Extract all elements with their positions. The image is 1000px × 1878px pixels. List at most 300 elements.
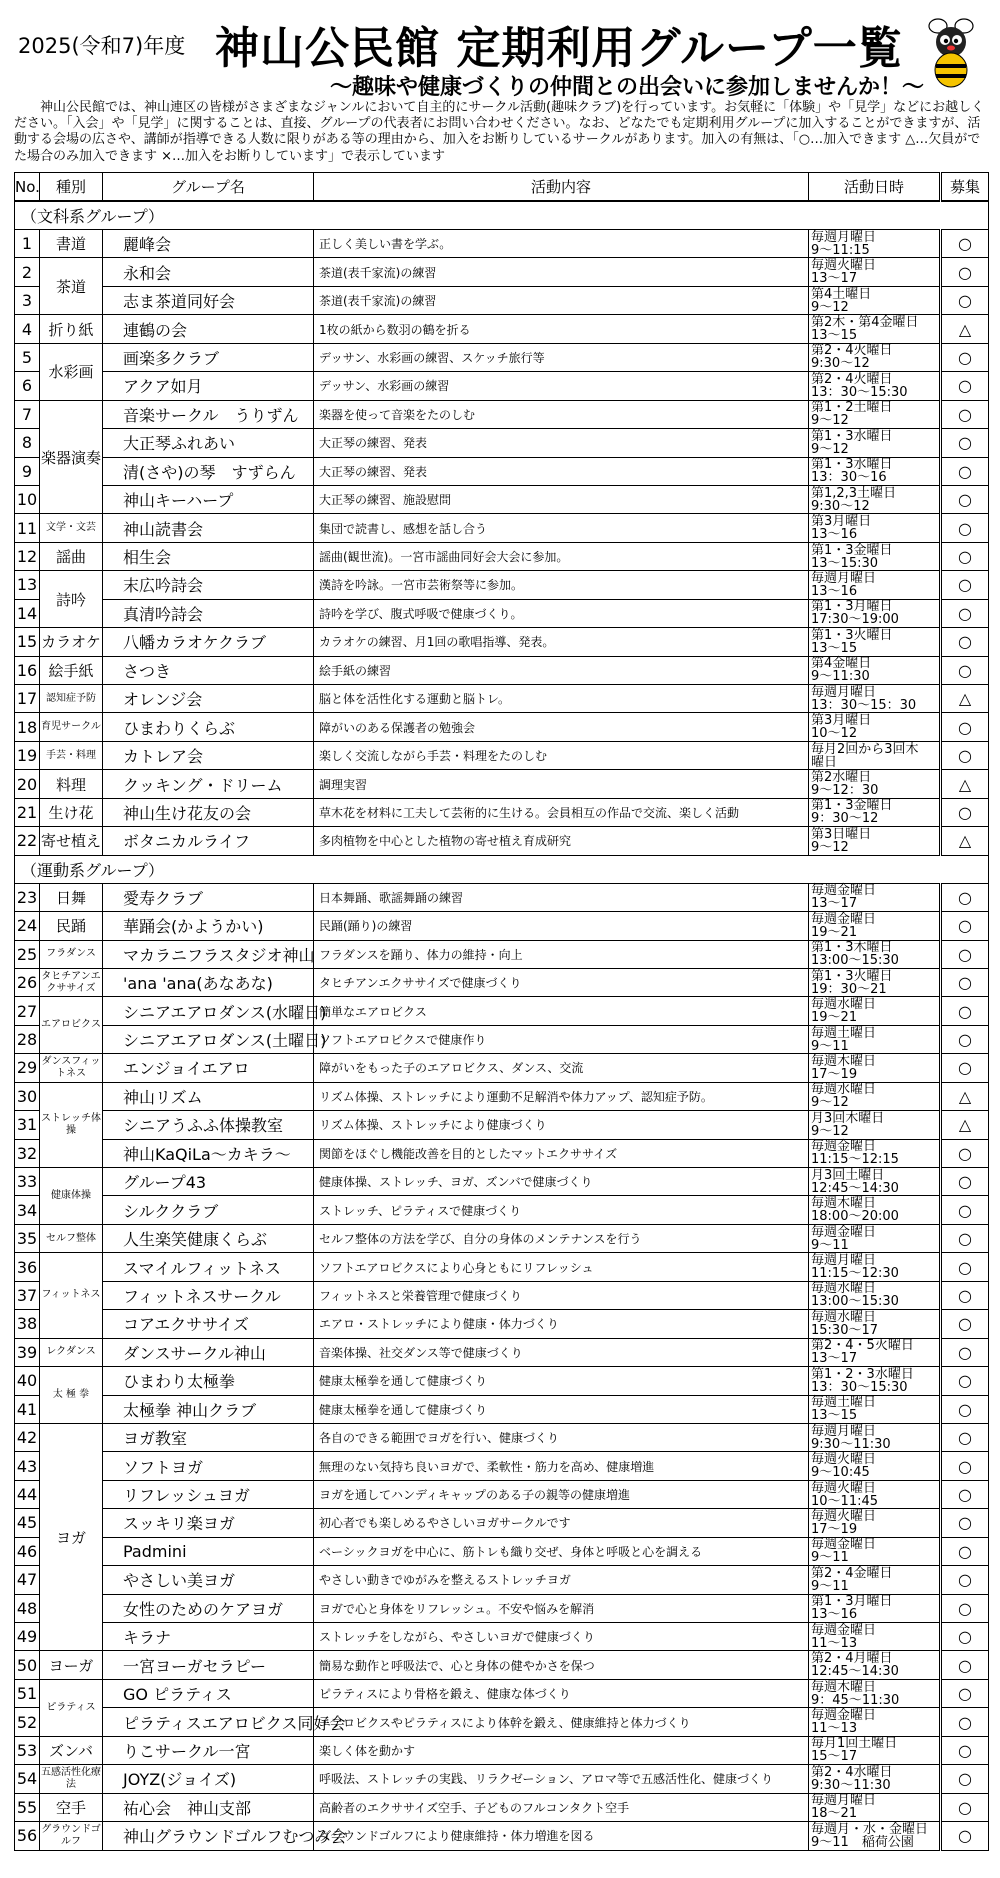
row-group-name: 志ま茶道同好会 — [103, 286, 314, 314]
schedule-time: 13：30〜15：30 — [811, 697, 917, 713]
col-schedule: 活動日時 — [809, 173, 941, 202]
row-activity: 絵手紙の練習 — [314, 656, 809, 684]
schedule-day: 第1・3木曜日 — [811, 940, 893, 956]
table-row — [15, 400, 989, 428]
schedule-day: 月3回木曜日 — [811, 1110, 885, 1126]
row-schedule — [809, 400, 941, 428]
row-schedule — [809, 571, 941, 599]
row-recruit-status: △ — [941, 685, 989, 713]
table-row — [15, 1168, 989, 1196]
row-category: タヒチアンエクササイズ — [40, 968, 103, 996]
row-category: 寄せ植え — [40, 827, 103, 855]
schedule-time: 17〜19 — [811, 1521, 858, 1537]
schedule-day: 第4金曜日 — [811, 656, 872, 672]
schedule-time: 11〜13 — [811, 1635, 858, 1651]
row-group-name: やさしい美ヨガ — [103, 1566, 314, 1594]
row-activity: デッサン、水彩画の練習、スケッチ旅行等 — [314, 343, 809, 371]
schedule-day: 第3日曜日 — [811, 826, 872, 842]
row-number: 12 — [15, 542, 40, 570]
schedule-day: 毎週金曜日 — [811, 1139, 877, 1155]
row-number: 15 — [15, 628, 40, 656]
row-recruit-status: ○ — [941, 1025, 989, 1053]
row-number: 51 — [15, 1679, 40, 1707]
table-row — [15, 1310, 989, 1338]
row-group-name: ボタニカルライフ — [103, 827, 314, 855]
row-schedule — [809, 685, 941, 713]
table-row — [15, 1651, 989, 1679]
schedule-day: 毎週月曜日 — [811, 684, 877, 700]
row-schedule — [809, 1168, 941, 1196]
row-recruit-status: ○ — [941, 1708, 989, 1736]
schedule-day: 第1・3金曜日 — [811, 542, 893, 558]
schedule-time: 9:30〜11:30 — [811, 1436, 891, 1452]
schedule-time: 13〜15 — [811, 1408, 858, 1424]
row-activity: リズム体操、ストレッチにより健康づくり — [314, 1111, 809, 1139]
row-group-name: クッキング・ドリーム — [103, 770, 314, 798]
row-number: 34 — [15, 1196, 40, 1224]
row-number: 14 — [15, 599, 40, 627]
schedule-day: 第2・4・5火曜日 — [811, 1338, 914, 1354]
row-number: 54 — [15, 1765, 40, 1793]
row-recruit-status: ○ — [941, 1310, 989, 1338]
row-group-name: りこサークル一宮 — [103, 1736, 314, 1764]
row-group-name: 連鶴の会 — [103, 315, 314, 343]
schedule-time: 18:00〜20:00 — [811, 1209, 899, 1225]
row-number: 45 — [15, 1509, 40, 1537]
row-group-name: 神山グラウンドゴルフむつみ会 — [103, 1822, 314, 1850]
row-activity: 楽しく体を動かす — [314, 1736, 809, 1764]
row-recruit-status: ○ — [941, 1765, 989, 1793]
schedule-time: 13〜15 — [811, 640, 858, 656]
schedule-time: 13：30〜16 — [811, 470, 887, 486]
row-schedule — [809, 1679, 941, 1707]
row-recruit-status: ○ — [941, 1480, 989, 1508]
schedule-time: 9:30〜12 — [811, 356, 870, 372]
schedule-time: 15〜17 — [811, 1749, 858, 1765]
row-category: 日舞 — [40, 883, 103, 911]
row-number: 4 — [15, 315, 40, 343]
row-recruit-status: ○ — [941, 1168, 989, 1196]
row-recruit-status: ○ — [941, 1793, 989, 1821]
row-group-name: カトレア会 — [103, 741, 314, 769]
row-activity: 簡単なエアロビクス — [314, 997, 809, 1025]
schedule-day: 毎週火曜日 — [811, 1480, 877, 1496]
schedule-time: 15:30〜17 — [811, 1322, 879, 1338]
schedule-day: 毎週月曜日 — [811, 1253, 877, 1269]
row-activity: 簡易な動作と呼吸法で、心と身体の健やかさを保つ — [314, 1651, 809, 1679]
row-category: 楽器演奏 — [40, 400, 103, 514]
schedule-time: 17:30〜19:00 — [811, 612, 899, 628]
row-recruit-status: △ — [941, 315, 989, 343]
row-group-name: ひまわり太極拳 — [103, 1367, 314, 1395]
schedule-day: 毎週金曜日 — [811, 883, 877, 899]
schedule-time: 9〜11 — [811, 1038, 849, 1054]
schedule-day: 第1・2土曜日 — [811, 400, 893, 416]
row-group-name: キラナ — [103, 1623, 314, 1651]
row-group-name: 八幡カラオケクラブ — [103, 628, 314, 656]
row-schedule — [809, 542, 941, 570]
row-schedule — [809, 1281, 941, 1309]
schedule-time: 13:00〜15:30 — [811, 953, 899, 969]
row-activity: 関節をほぐし機能改善を目的としたマットエクササイズ — [314, 1139, 809, 1167]
row-schedule — [809, 1736, 941, 1764]
row-category: ヨーガ — [40, 1651, 103, 1679]
row-category: 文学・文芸 — [40, 514, 103, 542]
schedule-day: 第1・3水曜日 — [811, 457, 893, 473]
row-category: カラオケ — [40, 628, 103, 656]
schedule-day: 第2・4月曜日 — [811, 1651, 893, 1667]
row-number: 44 — [15, 1480, 40, 1508]
row-schedule — [809, 429, 941, 457]
row-activity: フィットネスと栄養管理で健康づくり — [314, 1281, 809, 1309]
table-row — [15, 1367, 989, 1395]
row-group-name: シルククラブ — [103, 1196, 314, 1224]
section-header — [15, 201, 989, 230]
row-group-name: ひまわりくらぶ — [103, 713, 314, 741]
bee-mascot-icon — [920, 14, 982, 90]
row-recruit-status: △ — [941, 1082, 989, 1110]
row-recruit-status: ○ — [941, 1338, 989, 1366]
row-activity: ストレッチをしながら、やさしいヨガで健康づくり — [314, 1623, 809, 1651]
row-number: 49 — [15, 1623, 40, 1651]
table-row — [15, 883, 989, 911]
row-activity: 障がいのある保護者の勉強会 — [314, 713, 809, 741]
row-group-name: 画楽多クラブ — [103, 343, 314, 371]
row-category: ストレッチ体操 — [40, 1082, 103, 1167]
row-recruit-status: ○ — [941, 599, 989, 627]
row-recruit-status: ○ — [941, 400, 989, 428]
schedule-time: 13〜16 — [811, 583, 858, 599]
row-activity: 茶道(表千家流)の練習 — [314, 258, 809, 286]
row-group-name: 真清吟詩会 — [103, 599, 314, 627]
row-number: 16 — [15, 656, 40, 684]
row-group-name: ヨガ教室 — [103, 1423, 314, 1451]
schedule-day: 毎月1回土曜日 — [811, 1736, 898, 1752]
table-row — [15, 1736, 989, 1764]
row-group-name: 'ana 'ana(あなあな) — [103, 968, 314, 996]
row-activity: 楽器を使って音楽をたのしむ — [314, 400, 809, 428]
schedule-time: 19〜21 — [811, 1010, 858, 1026]
row-activity: 高齢者のエクササイズ空手、子どものフルコンタクト空手 — [314, 1793, 809, 1821]
row-group-name: 大正琴ふれあい — [103, 429, 314, 457]
schedule-day: 第1・3水曜日 — [811, 428, 893, 444]
row-recruit-status: △ — [941, 827, 989, 855]
row-activity: カラオケの練習、月1回の歌唱指導、発表。 — [314, 628, 809, 656]
row-schedule — [809, 1822, 941, 1850]
row-schedule — [809, 628, 941, 656]
table-row — [15, 1537, 989, 1565]
schedule-time: 10〜12 — [811, 726, 858, 742]
table-row — [15, 1423, 989, 1451]
row-activity: 音楽体操、社交ダンス等で健康づくり — [314, 1338, 809, 1366]
row-category: 謡曲 — [40, 542, 103, 570]
schedule-day: 第2・4火曜日 — [811, 371, 893, 387]
row-group-name: スッキリ楽ヨガ — [103, 1509, 314, 1537]
row-schedule — [809, 883, 941, 911]
page-subtitle: 〜趣味や健康づくりの仲間との出会いに参加しませんか！〜 — [330, 75, 925, 100]
row-schedule — [809, 1196, 941, 1224]
table-row — [15, 372, 989, 400]
schedule-day: 毎週水曜日 — [811, 1281, 877, 1297]
table-row — [15, 1708, 989, 1736]
page-title: 神山公民館 定期利用グループ一覧 — [215, 23, 903, 74]
row-number: 48 — [15, 1594, 40, 1622]
schedule-day: 毎週月曜日 — [811, 570, 877, 586]
table-row — [15, 315, 989, 343]
schedule-time: 10〜11:45 — [811, 1493, 879, 1509]
row-number: 39 — [15, 1338, 40, 1366]
fiscal-year: 2025(令和7)年度 — [18, 34, 186, 58]
row-schedule — [809, 827, 941, 855]
row-schedule — [809, 258, 941, 286]
row-group-name: 神山リズム — [103, 1082, 314, 1110]
row-number: 1 — [15, 230, 40, 258]
row-number: 22 — [15, 827, 40, 855]
schedule-day: 毎週月曜日 — [811, 1423, 877, 1439]
row-recruit-status: ○ — [941, 940, 989, 968]
row-number: 38 — [15, 1310, 40, 1338]
row-schedule — [809, 1253, 941, 1281]
row-activity: エアロ・ストレッチにより健康・体力づくり — [314, 1310, 809, 1338]
schedule-day: 第2・4火曜日 — [811, 343, 893, 359]
table-row — [15, 713, 989, 741]
row-schedule — [809, 1338, 941, 1366]
table-row — [15, 1623, 989, 1651]
row-schedule — [809, 1480, 941, 1508]
table-row — [15, 258, 989, 286]
schedule-time: 13〜17 — [811, 271, 858, 287]
row-recruit-status: ○ — [941, 542, 989, 570]
row-activity: 詩吟を学び、腹式呼吸で健康づくり。 — [314, 599, 809, 627]
row-activity: 日本舞踊、歌謡舞踊の練習 — [314, 883, 809, 911]
row-schedule — [809, 1452, 941, 1480]
row-group-name: GO ピラティス — [103, 1679, 314, 1707]
row-recruit-status: ○ — [941, 912, 989, 940]
row-schedule — [809, 1025, 941, 1053]
table-row — [15, 1139, 989, 1167]
row-recruit-status: ○ — [941, 258, 989, 286]
schedule-day: 毎週水曜日 — [811, 997, 877, 1013]
row-recruit-status: ○ — [941, 628, 989, 656]
row-schedule — [809, 1509, 941, 1537]
row-schedule — [809, 741, 941, 769]
row-activity: 集団で読書し、感想を話し合う — [314, 514, 809, 542]
row-recruit-status: △ — [941, 1111, 989, 1139]
row-activity: 無理のない気持ち良いヨガで、柔軟性・筋力を高め、健康増進 — [314, 1452, 809, 1480]
schedule-day: 第3月曜日 — [811, 514, 872, 530]
row-number: 26 — [15, 968, 40, 996]
row-schedule — [809, 599, 941, 627]
row-schedule — [809, 1566, 941, 1594]
schedule-day: 第1・2・3水曜日 — [811, 1366, 914, 1382]
row-recruit-status: ○ — [941, 1537, 989, 1565]
row-schedule — [809, 968, 941, 996]
row-recruit-status: △ — [941, 770, 989, 798]
schedule-time: 13〜16 — [811, 1607, 858, 1623]
row-recruit-status: ○ — [941, 1594, 989, 1622]
row-activity: ピラティスにより骨格を鍛え、健康な体づくり — [314, 1679, 809, 1707]
table-row — [15, 1822, 989, 1850]
schedule-time: 9〜11:30 — [811, 669, 870, 685]
row-activity: やさしい動きでゆがみを整えるストレッチヨガ — [314, 1566, 809, 1594]
row-activity: 大正琴の練習、発表 — [314, 429, 809, 457]
schedule-day: 毎週木曜日 — [811, 1679, 877, 1695]
row-activity: 茶道(表千家流)の練習 — [314, 286, 809, 314]
col-no: No. — [15, 173, 40, 202]
table-header — [15, 173, 989, 202]
table-row — [15, 1480, 989, 1508]
row-recruit-status: ○ — [941, 372, 989, 400]
row-group-name: シニアうふふ体操教室 — [103, 1111, 314, 1139]
table-row — [15, 1054, 989, 1082]
col-group: グループ名 — [103, 173, 314, 202]
schedule-time: 19〜21 — [811, 924, 858, 940]
row-activity: 健康太極拳を通して健康づくり — [314, 1367, 809, 1395]
schedule-day: 第2木・第4金曜日 — [811, 315, 919, 331]
table-row — [15, 1196, 989, 1224]
row-recruit-status: ○ — [941, 1196, 989, 1224]
schedule-time: 9〜12 — [811, 1095, 849, 1111]
row-category: 太 極 拳 — [40, 1367, 103, 1424]
row-activity: ヨガで心と身体をリフレッシュ。不安や悩みを解消 — [314, 1594, 809, 1622]
schedule-time: 17〜19 — [811, 1066, 858, 1082]
schedule-day: 毎週土曜日 — [811, 1395, 877, 1411]
row-number: 18 — [15, 713, 40, 741]
schedule-time: 11〜13 — [811, 1721, 858, 1737]
row-group-name: 太極拳 神山クラブ — [103, 1395, 314, 1423]
row-schedule — [809, 940, 941, 968]
schedule-time: 9〜12 — [811, 441, 849, 457]
row-category: フィットネス — [40, 1253, 103, 1338]
schedule-day: 第1・3月曜日 — [811, 1594, 893, 1610]
row-activity: タヒチアンエクササイズで健康づくり — [314, 968, 809, 996]
table-row — [15, 485, 989, 513]
row-activity: 初心者でも楽しめるやさしいヨガサークルです — [314, 1509, 809, 1537]
table-row — [15, 1793, 989, 1821]
schedule-time: 9〜11 稲荷公園 — [811, 1834, 914, 1850]
row-recruit-status: ○ — [941, 571, 989, 599]
row-number: 31 — [15, 1111, 40, 1139]
row-category: 育児サークル — [40, 713, 103, 741]
row-activity: セルフ整体の方法を学び、自分の身体のメンテナンスを行う — [314, 1224, 809, 1252]
section-title: （運動系グループ） — [15, 855, 989, 883]
row-recruit-status: ○ — [941, 1566, 989, 1594]
schedule-time: 9〜12 — [811, 299, 849, 315]
table-row — [15, 457, 989, 485]
row-group-name: リフレッシュヨガ — [103, 1480, 314, 1508]
row-activity: 呼吸法、ストレッチの実践、リラクゼーション、アロマ等で五感活性化、健康づくり — [314, 1765, 809, 1793]
schedule-day: 毎週水曜日 — [811, 1309, 877, 1325]
table-body — [15, 201, 989, 1850]
row-schedule — [809, 372, 941, 400]
table-row — [15, 997, 989, 1025]
row-recruit-status: ○ — [941, 883, 989, 911]
table-row — [15, 1594, 989, 1622]
row-activity: エアロビクスやピラティスにより体幹を鍛え、健康維持と体力づくり — [314, 1708, 809, 1736]
row-number: 2 — [15, 258, 40, 286]
row-schedule — [809, 1224, 941, 1252]
row-number: 47 — [15, 1566, 40, 1594]
schedule-day: 毎週金曜日 — [811, 1224, 877, 1240]
table-row — [15, 1395, 989, 1423]
row-group-name: 永和会 — [103, 258, 314, 286]
table-row — [15, 1765, 989, 1793]
row-group-name: 音楽サークル うりずん — [103, 400, 314, 428]
schedule-time: 13〜15:30 — [811, 555, 879, 571]
table-row — [15, 1281, 989, 1309]
row-recruit-status: ○ — [941, 1423, 989, 1451]
row-schedule — [809, 1623, 941, 1651]
row-group-name: Padmini — [103, 1537, 314, 1565]
table-row — [15, 571, 989, 599]
col-category: 種別 — [40, 173, 103, 202]
row-recruit-status: ○ — [941, 741, 989, 769]
header — [0, 0, 1000, 168]
table-row — [15, 599, 989, 627]
row-schedule — [809, 912, 941, 940]
table-row — [15, 628, 989, 656]
row-recruit-status: ○ — [941, 968, 989, 996]
row-number: 21 — [15, 798, 40, 826]
row-recruit-status: ○ — [941, 1679, 989, 1707]
row-group-name: 神山KaQiLa〜カキラ〜 — [103, 1139, 314, 1167]
table-row — [15, 741, 989, 769]
schedule-day: 毎週月曜日 — [811, 229, 877, 245]
schedule-time: 13〜16 — [811, 527, 858, 543]
row-schedule — [809, 230, 941, 258]
row-number: 32 — [15, 1139, 40, 1167]
row-category: グラウンドゴルフ — [40, 1822, 103, 1850]
row-number: 8 — [15, 429, 40, 457]
row-number: 36 — [15, 1253, 40, 1281]
schedule-time: 13〜17 — [811, 1351, 858, 1367]
row-group-name: 神山キーハープ — [103, 485, 314, 513]
row-number: 6 — [15, 372, 40, 400]
table-row — [15, 912, 989, 940]
row-activity: 健康太極拳を通して健康づくり — [314, 1395, 809, 1423]
row-group-name: ピラティスエアロビクス同好会 — [103, 1708, 314, 1736]
row-activity: 調理実習 — [314, 770, 809, 798]
schedule-day: 第1・3火曜日 — [811, 968, 893, 984]
row-activity: ソフトエアロビクスで健康作り — [314, 1025, 809, 1053]
row-group-name: JOYZ(ジョイズ) — [103, 1765, 314, 1793]
schedule-time: 9〜12 — [811, 413, 849, 429]
schedule-day: 毎週火曜日 — [811, 1452, 877, 1468]
row-category: セルフ整体 — [40, 1224, 103, 1252]
table-row — [15, 827, 989, 855]
table-row — [15, 429, 989, 457]
row-category: 認知症予防 — [40, 685, 103, 713]
schedule-day: 毎週月・水・金曜日 — [811, 1821, 929, 1837]
row-activity: 漢詩を吟詠。一宮市芸術祭等に参加。 — [314, 571, 809, 599]
row-recruit-status: ○ — [941, 1139, 989, 1167]
row-group-name: 人生楽笑健康くらぶ — [103, 1224, 314, 1252]
row-activity: 草木花を材料に工夫して芸術的に生ける。会員相互の作品で交流、楽しく活動 — [314, 798, 809, 826]
row-recruit-status: ○ — [941, 1623, 989, 1651]
row-group-name: さつき — [103, 656, 314, 684]
row-number: 11 — [15, 514, 40, 542]
row-recruit-status: ○ — [941, 1822, 989, 1850]
row-number: 17 — [15, 685, 40, 713]
row-activity: 1枚の紙から数羽の鶴を折る — [314, 315, 809, 343]
row-number: 33 — [15, 1168, 40, 1196]
table-row — [15, 798, 989, 826]
schedule-day: 第4土曜日 — [811, 286, 872, 302]
row-number: 28 — [15, 1025, 40, 1053]
row-category: 水彩画 — [40, 343, 103, 400]
row-schedule — [809, 656, 941, 684]
row-category: フラダンス — [40, 940, 103, 968]
